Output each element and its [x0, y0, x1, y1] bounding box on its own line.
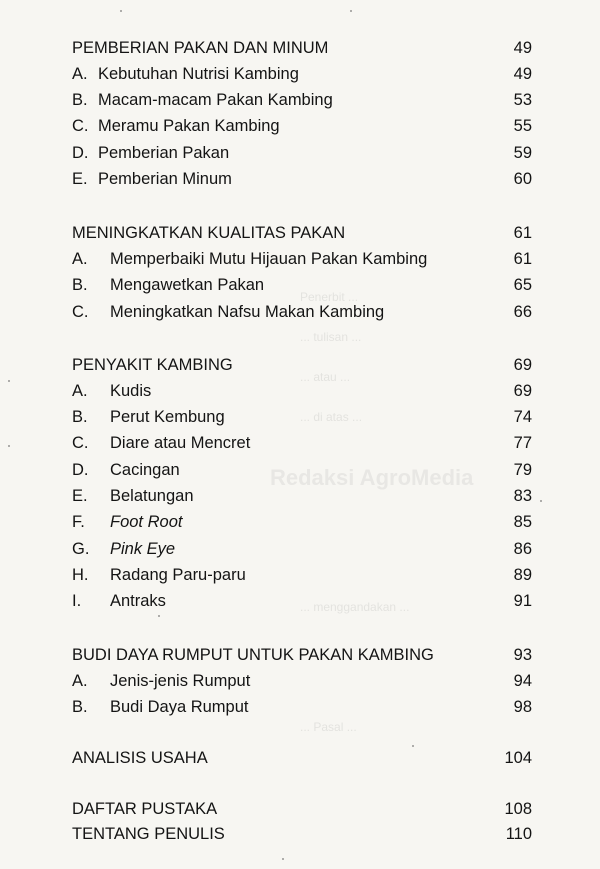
page-number: 49 — [513, 65, 532, 83]
page-number: 79 — [513, 461, 532, 479]
entry-title: Mengawetkan Pakan — [110, 276, 265, 294]
toc-entry — [72, 484, 532, 508]
entry-title: Antraks — [110, 592, 166, 610]
toc-section-heading — [72, 353, 532, 377]
entry-title: Macam-macam Pakan Kambing — [98, 91, 333, 109]
entry-letter: B. — [72, 276, 88, 294]
show-through-text: ... di atas ... — [300, 410, 363, 424]
entry-letter: A. — [72, 250, 88, 268]
entry-letter: E. — [72, 170, 88, 188]
page-number: 85 — [513, 513, 532, 531]
page-number: 108 — [504, 800, 532, 818]
page-number: 86 — [513, 540, 532, 558]
entry-title: Diare atau Mencret — [110, 434, 251, 452]
dust-speck — [350, 10, 352, 12]
entry-title: Radang Paru-paru — [110, 566, 246, 584]
page-number: 65 — [513, 276, 532, 294]
entry-title: Kudis — [110, 382, 152, 400]
toc-entry — [72, 141, 532, 165]
section-title: PENYAKIT KAMBING — [72, 356, 233, 374]
entry-letter: I. — [72, 592, 82, 610]
page-number: 60 — [513, 170, 532, 188]
entry-title: Meningkatkan Nafsu Makan Kambing — [110, 303, 385, 321]
entry-title: Perut Kembung — [110, 408, 225, 426]
entry-title: Belatungan — [110, 487, 194, 505]
entry-title: Pemberian Minum — [98, 170, 232, 188]
dust-speck — [120, 10, 122, 12]
page-number: 49 — [513, 39, 532, 57]
toc-entry — [72, 431, 532, 455]
entry-title: Meramu Pakan Kambing — [98, 117, 280, 135]
toc-entry — [72, 458, 532, 482]
section-title: TENTANG PENULIS — [72, 825, 225, 843]
entry-title: Cacingan — [110, 461, 180, 479]
page-number: 89 — [513, 566, 532, 584]
page-number: 104 — [504, 749, 532, 767]
page-number: 83 — [513, 487, 532, 505]
page-number: 110 — [505, 825, 532, 843]
page-number: 59 — [513, 144, 532, 162]
entry-letter: G. — [72, 540, 90, 558]
toc-section-heading — [72, 822, 532, 846]
toc-entry — [72, 510, 532, 534]
page-number: 69 — [513, 382, 532, 400]
page-number: 77 — [513, 434, 532, 452]
toc-section-heading — [72, 221, 532, 245]
toc-entry — [72, 273, 532, 297]
toc-entry — [72, 88, 532, 112]
page-number: 93 — [513, 646, 532, 664]
section-title: BUDI DAYA RUMPUT UNTUK PAKAN KAMBING — [72, 646, 434, 664]
toc-section-heading — [72, 36, 532, 60]
entry-letter: A. — [72, 382, 88, 400]
entry-title: Pink Eye — [110, 540, 176, 558]
toc-entry — [72, 167, 532, 191]
page-number: 61 — [513, 250, 532, 268]
toc-entry — [72, 405, 532, 429]
show-through-text: Redaksi AgroMedia — [270, 465, 474, 490]
page-number: 61 — [513, 224, 532, 242]
show-through-text: Penerbit ... — [300, 290, 359, 304]
show-through-text: ... Pasal ... — [300, 720, 357, 734]
entry-letter: C. — [72, 117, 89, 135]
page-number: 94 — [513, 672, 532, 690]
entry-title: Memperbaiki Mutu Hijauan Pakan Kambing — [110, 250, 428, 268]
section-title: PEMBERIAN PAKAN DAN MINUM — [72, 39, 329, 57]
toc-entry — [72, 300, 532, 324]
dust-speck — [540, 500, 542, 502]
section-title: ANALISIS USAHA — [72, 749, 208, 767]
dust-speck — [8, 445, 10, 447]
entry-letter: H. — [72, 566, 89, 584]
page-number: 91 — [513, 592, 532, 610]
toc-entry — [72, 669, 532, 693]
dust-speck — [8, 380, 10, 382]
dust-speck — [158, 615, 160, 617]
show-through-text: ... menggandakan ... — [300, 600, 410, 614]
toc-section-heading — [72, 797, 532, 821]
page-number: 53 — [513, 91, 532, 109]
toc-section-heading — [72, 746, 532, 770]
toc-entry — [72, 589, 532, 613]
entry-title: Budi Daya Rumput — [110, 698, 249, 716]
entry-letter: F. — [72, 513, 85, 531]
entry-letter: B. — [72, 698, 88, 716]
entry-title: Pemberian Pakan — [98, 144, 230, 162]
entry-title: Jenis-jenis Rumput — [110, 672, 251, 690]
show-through-text: ... tulisan ... — [300, 330, 362, 344]
entry-letter: A. — [72, 672, 88, 690]
toc-entry — [72, 695, 532, 719]
entry-letter: B. — [72, 408, 88, 426]
entry-letter: C. — [72, 303, 89, 321]
toc-entry — [72, 247, 532, 271]
entry-letter: D. — [72, 461, 89, 479]
toc-entry — [72, 62, 532, 86]
section-title: MENINGKATKAN KUALITAS PAKAN — [72, 224, 346, 242]
show-through-text: ... atau ... — [300, 370, 351, 384]
page-number: 66 — [513, 303, 532, 321]
page-number: 55 — [513, 117, 532, 135]
entry-letter: D. — [72, 144, 89, 162]
toc-section-heading — [72, 643, 532, 667]
toc-entry — [72, 563, 532, 587]
entry-letter: B. — [72, 91, 88, 109]
entry-title: Foot Root — [110, 513, 183, 531]
entry-title: Kebutuhan Nutrisi Kambing — [98, 65, 299, 83]
section-title: DAFTAR PUSTAKA — [72, 800, 218, 818]
entry-letter: A. — [72, 65, 88, 83]
page-number: 74 — [513, 408, 532, 426]
entry-letter: C. — [72, 434, 89, 452]
page-number: 98 — [513, 698, 532, 716]
entry-letter: E. — [72, 487, 88, 505]
toc-entry — [72, 114, 532, 138]
toc-entry — [72, 379, 532, 403]
toc-entry — [72, 537, 532, 561]
dust-speck — [282, 858, 284, 860]
page-number: 69 — [513, 356, 532, 374]
